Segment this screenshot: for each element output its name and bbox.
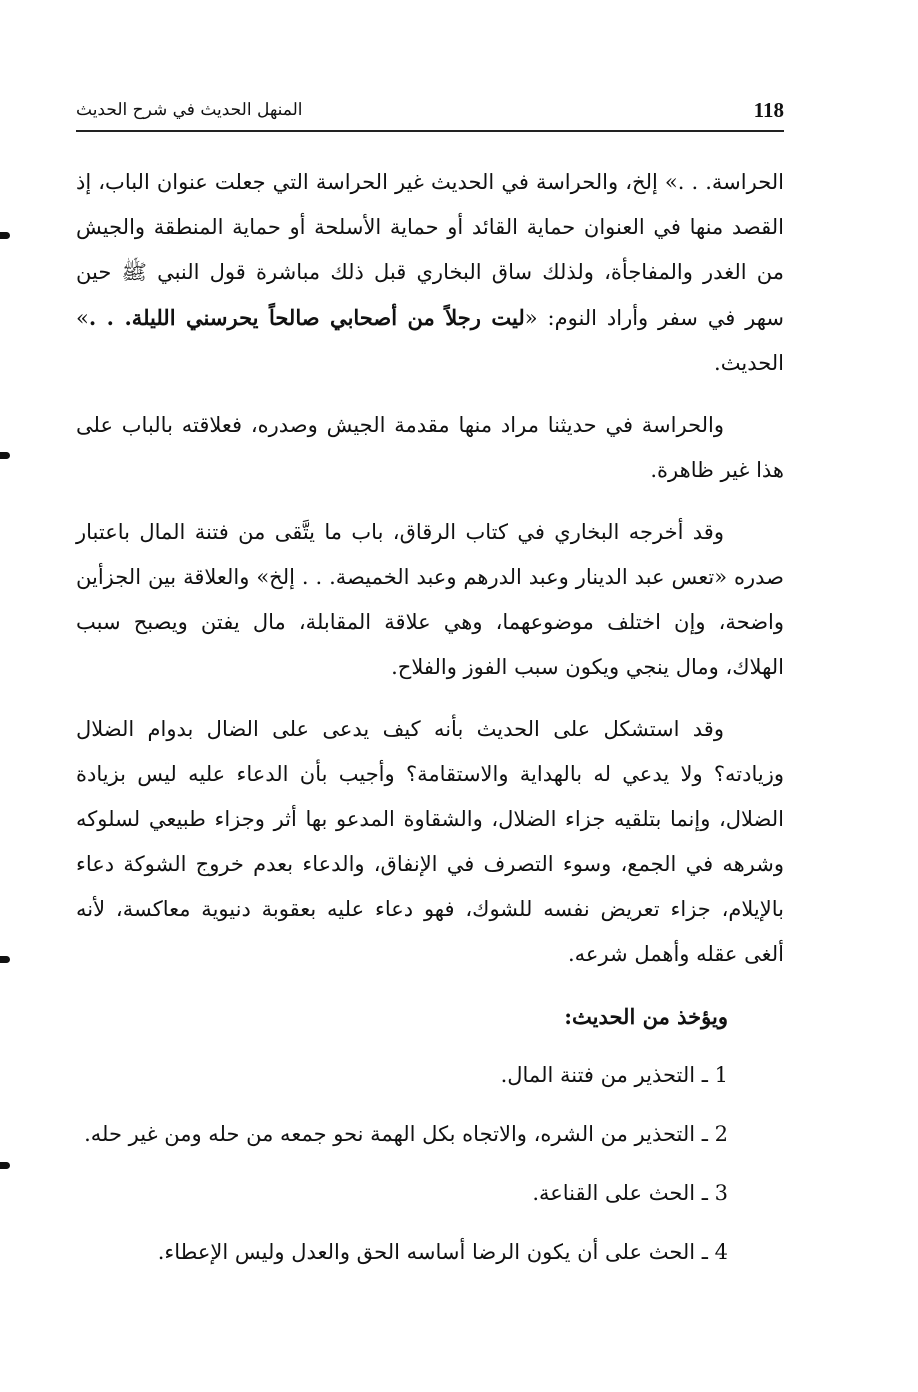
paragraph-3: وقد أخرجه البخاري في كتاب الرقاق، باب ما يتَّقى من فتنة المال باعتبار صدره «تعس عبد الدينار وعبد الدرهم وعبد الخميصة. . . إلخ» والعلاقة بين الجزأين واضحة، وإن اختلف موضوعهما، وهي علاقة المقابلة، مال يفتن ويصبح سبب الهلاك، ومال ينجي ويكون سبب الفوز والفلاح. [76, 520, 784, 679]
margin-mark [0, 956, 10, 963]
section-heading: ويؤخذ من الحديث: [564, 1004, 728, 1029]
list-item: 3 ـ الحث على القناعة. [532, 1181, 728, 1205]
paragraph-1-end: » الحديث. [76, 306, 784, 375]
paragraph-1 [76, 160, 784, 386]
page-number: 118 [753, 98, 784, 122]
paragraph-1-text: الحراسة. . .» إلخ، والحراسة في الحديث غير الحراسة التي جعلت عنوان الباب، إذ القصد منها في العنوان حماية القائد أو حماية الأسلحة أو حماية المنطقة والجيش من الغدر والمفاجأة، ولذلك ساق البخاري قبل ذلك مباشرة قول النبي ﷺ حين سهر في سفر وأراد النوم: « [76, 170, 785, 330]
margin-mark [0, 1162, 10, 1169]
list-item: 1 ـ التحذير من فتنة المال. [500, 1063, 728, 1087]
margin-mark [0, 452, 10, 459]
paragraph-2: والحراسة في حديثنا مراد منها مقدمة الجيش وصدره، فعلاقته بالباب على هذا غير ظاهرة. [76, 413, 784, 482]
page-header [76, 96, 784, 132]
margin-mark [0, 232, 10, 239]
running-title: المنهل الحديث في شرح الحديث [76, 100, 303, 120]
paragraph-4: وقد استشكل على الحديث بأنه كيف يدعى على الضال بدوام الضلال وزيادته؟ ولا يدعي له بالهداية والاستقامة؟ وأجيب بأن الدعاء عليه ليس بزيادة الضلال، وإنما بتلقيه جزاء الضلال، والشقاوة المدعو بها أثر وجزاء طبيعي لسلوكه وشرهه في الجمع، وسوء التصرف في الإنفاق، والدعاء بعدم خروج الشوكة دعاء بالإيلام، جزاء تعريض نفسه للشوك، فهو دعاء عليه بعقوبة دنيوية معاكسة، لأنه ألغى عقله وأهمل شرعه. [76, 717, 784, 966]
hadith-quote: ليت رجلاً من أصحابي صالحاً يحرسني الليلة. . . [88, 305, 525, 330]
list-item: 2 ـ التحذير من الشره، والاتجاه بكل الهمة نحو جمعه من حله ومن غير حله. [84, 1122, 728, 1146]
body-text [76, 160, 784, 1289]
list-item: 4 ـ الحث على أن يكون الرضا أساسه الحق والعدل وليس الإعطاء. [157, 1240, 728, 1264]
